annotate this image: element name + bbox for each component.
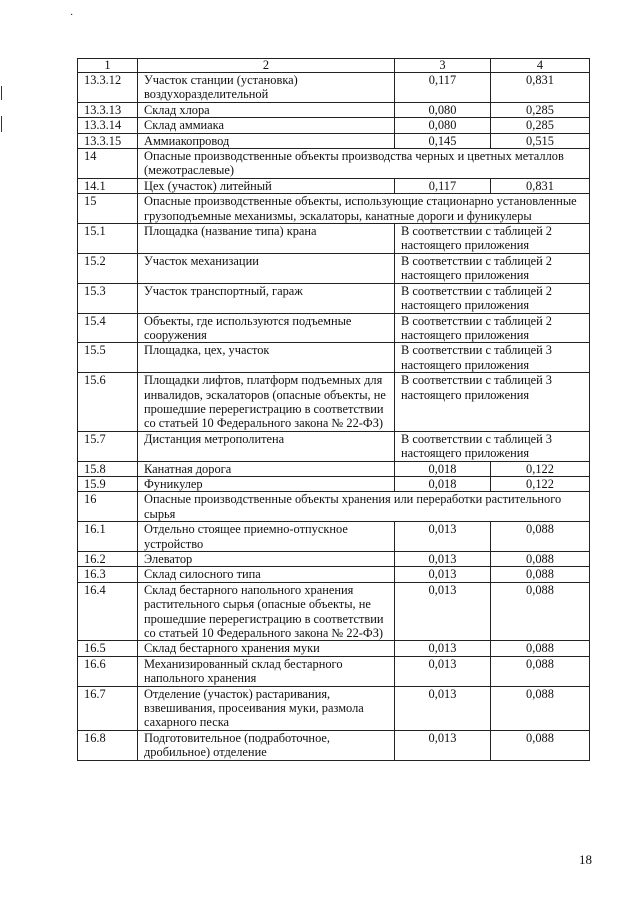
item-code: 16.3	[78, 567, 138, 582]
table-row	[78, 283, 590, 313]
coefficient-col3: 0,013	[395, 582, 491, 641]
object-name: Участок механизации	[138, 253, 395, 283]
item-code: 15.6	[78, 373, 138, 432]
item-code: 15.5	[78, 343, 138, 373]
object-name: Площадка, цех, участок	[138, 343, 395, 373]
coefficient-col4: 0,088	[491, 641, 590, 656]
object-name: Цех (участок) литейный	[138, 178, 395, 193]
table-row	[78, 178, 590, 193]
object-name: Элеватор	[138, 552, 395, 567]
object-name: Склад силосного типа	[138, 567, 395, 582]
coefficient-col4: 0,088	[491, 522, 590, 552]
page-number: 18	[579, 852, 592, 867]
table-row	[78, 343, 590, 373]
scan-edge-mark	[1, 116, 2, 132]
item-code: 13.3.13	[78, 102, 138, 117]
item-code: 15.9	[78, 476, 138, 491]
item-code: 14	[78, 149, 138, 179]
item-code: 16.8	[78, 730, 138, 760]
table-row	[78, 73, 590, 103]
object-name: Склад аммиака	[138, 118, 395, 133]
item-code: 15	[78, 194, 138, 224]
item-code: 16.7	[78, 686, 138, 730]
object-name: Канатная дорога	[138, 461, 395, 476]
table-row	[78, 552, 590, 567]
object-name: Аммиакопровод	[138, 133, 395, 148]
item-code: 15.3	[78, 283, 138, 313]
coefficient-col3: 0,117	[395, 73, 491, 103]
coefficient-col4: 0,122	[491, 476, 590, 491]
table-row	[78, 686, 590, 730]
table-row	[78, 431, 590, 461]
coefficient-col4: 0,122	[491, 461, 590, 476]
reference-text: В соответствии с таблицей 2 настоящего приложения	[395, 313, 590, 343]
section-row	[78, 492, 590, 522]
table-row	[78, 224, 590, 254]
column-header: 3	[395, 59, 491, 73]
reference-text: В соответствии с таблицей 3 настоящего приложения	[395, 431, 590, 461]
table-row	[78, 567, 590, 582]
reference-text: В соответствии с таблицей 3 настоящего приложения	[395, 373, 590, 432]
object-name: Участок станции (установка) воздухоразделительной	[138, 73, 395, 103]
object-name: Склад хлора	[138, 102, 395, 117]
table-row	[78, 582, 590, 641]
coefficient-col4: 0,831	[491, 178, 590, 193]
table-row	[78, 133, 590, 148]
item-code: 13.3.15	[78, 133, 138, 148]
coefficient-col3: 0,018	[395, 476, 491, 491]
object-name: Дистанция метрополитена	[138, 431, 395, 461]
table-row	[78, 730, 590, 760]
coefficient-col4: 0,088	[491, 567, 590, 582]
item-code: 16.4	[78, 582, 138, 641]
item-code: 15.4	[78, 313, 138, 343]
column-header: 2	[138, 59, 395, 73]
coefficient-col4: 0,088	[491, 686, 590, 730]
object-name: Фуникулер	[138, 476, 395, 491]
coefficient-col4: 0,088	[491, 656, 590, 686]
section-row	[78, 149, 590, 179]
item-code: 13.3.14	[78, 118, 138, 133]
coefficient-col3: 0,013	[395, 730, 491, 760]
reference-text: В соответствии с таблицей 2 настоящего приложения	[395, 224, 590, 254]
coefficient-col3: 0,013	[395, 641, 491, 656]
table-row	[78, 656, 590, 686]
table-row	[78, 373, 590, 432]
coefficient-col4: 0,285	[491, 102, 590, 117]
reference-text: В соответствии с таблицей 2 настоящего приложения	[395, 283, 590, 313]
object-name: Отдельно стоящее приемно-отпускное устройство	[138, 522, 395, 552]
section-title: Опасные производственные объекты хранения или переработки растительного сырья	[138, 492, 590, 522]
section-title: Опасные производственные объекты, использующие стационарно установленные грузоподъемные механизмы, эскалаторы, канатные дороги и фуникулеры	[138, 194, 590, 224]
item-code: 15.1	[78, 224, 138, 254]
reference-text: В соответствии с таблицей 3 настоящего приложения	[395, 343, 590, 373]
object-name: Отделение (участок) растаривания, взвешивания, просеивания муки, размола сахарного песка	[138, 686, 395, 730]
item-code: 15.8	[78, 461, 138, 476]
section-row	[78, 194, 590, 224]
object-name: Площадки лифтов, платформ подъемных для инвалидов, эскалаторов (опасные объекты, не прошедшие перерегистрацию в соответствии со статьей 10 Федерального закона № 22-ФЗ)	[138, 373, 395, 432]
table-row	[78, 641, 590, 656]
coefficient-col3: 0,013	[395, 552, 491, 567]
coefficient-col4: 0,088	[491, 730, 590, 760]
scan-dot: ·	[70, 10, 74, 21]
object-name: Подготовительное (подработочное, дробильное) отделение	[138, 730, 395, 760]
table-header-row	[78, 59, 590, 73]
coefficient-col3: 0,013	[395, 686, 491, 730]
reference-text: В соответствии с таблицей 2 настоящего приложения	[395, 253, 590, 283]
table-row	[78, 253, 590, 283]
coefficient-col3: 0,080	[395, 102, 491, 117]
item-code: 13.3.12	[78, 73, 138, 103]
item-code: 15.7	[78, 431, 138, 461]
coefficient-col3: 0,018	[395, 461, 491, 476]
tariff-table	[77, 58, 590, 761]
table-row	[78, 461, 590, 476]
item-code: 16.6	[78, 656, 138, 686]
object-name: Объекты, где используются подъемные сооружения	[138, 313, 395, 343]
table-row	[78, 476, 590, 491]
column-header: 1	[78, 59, 138, 73]
coefficient-col4: 0,515	[491, 133, 590, 148]
item-code: 16.5	[78, 641, 138, 656]
object-name: Склад бестарного напольного хранения растительного сырья (опасные объекты, не прошедшие перерегистрацию в соответствии со статьей 10 Федерального закона № 22-ФЗ)	[138, 582, 395, 641]
table-row	[78, 118, 590, 133]
item-code: 16	[78, 492, 138, 522]
object-name: Участок транспортный, гараж	[138, 283, 395, 313]
coefficient-col4: 0,831	[491, 73, 590, 103]
table-row	[78, 102, 590, 117]
coefficient-col3: 0,117	[395, 178, 491, 193]
section-title: Опасные производственные объекты производства черных и цветных металлов (межотраслевые)	[138, 149, 590, 179]
coefficient-col4: 0,088	[491, 582, 590, 641]
column-header: 4	[491, 59, 590, 73]
table-row	[78, 522, 590, 552]
coefficient-col4: 0,285	[491, 118, 590, 133]
item-code: 16.1	[78, 522, 138, 552]
coefficient-col4: 0,088	[491, 552, 590, 567]
object-name: Склад бестарного хранения муки	[138, 641, 395, 656]
coefficient-col3: 0,013	[395, 656, 491, 686]
item-code: 15.2	[78, 253, 138, 283]
coefficient-col3: 0,013	[395, 567, 491, 582]
table-row	[78, 313, 590, 343]
coefficient-col3: 0,080	[395, 118, 491, 133]
item-code: 14.1	[78, 178, 138, 193]
object-name: Механизированный склад бестарного напольного хранения	[138, 656, 395, 686]
item-code: 16.2	[78, 552, 138, 567]
coefficient-col3: 0,013	[395, 522, 491, 552]
coefficient-col3: 0,145	[395, 133, 491, 148]
object-name: Площадка (название типа) крана	[138, 224, 395, 254]
scan-edge-mark	[1, 86, 2, 100]
